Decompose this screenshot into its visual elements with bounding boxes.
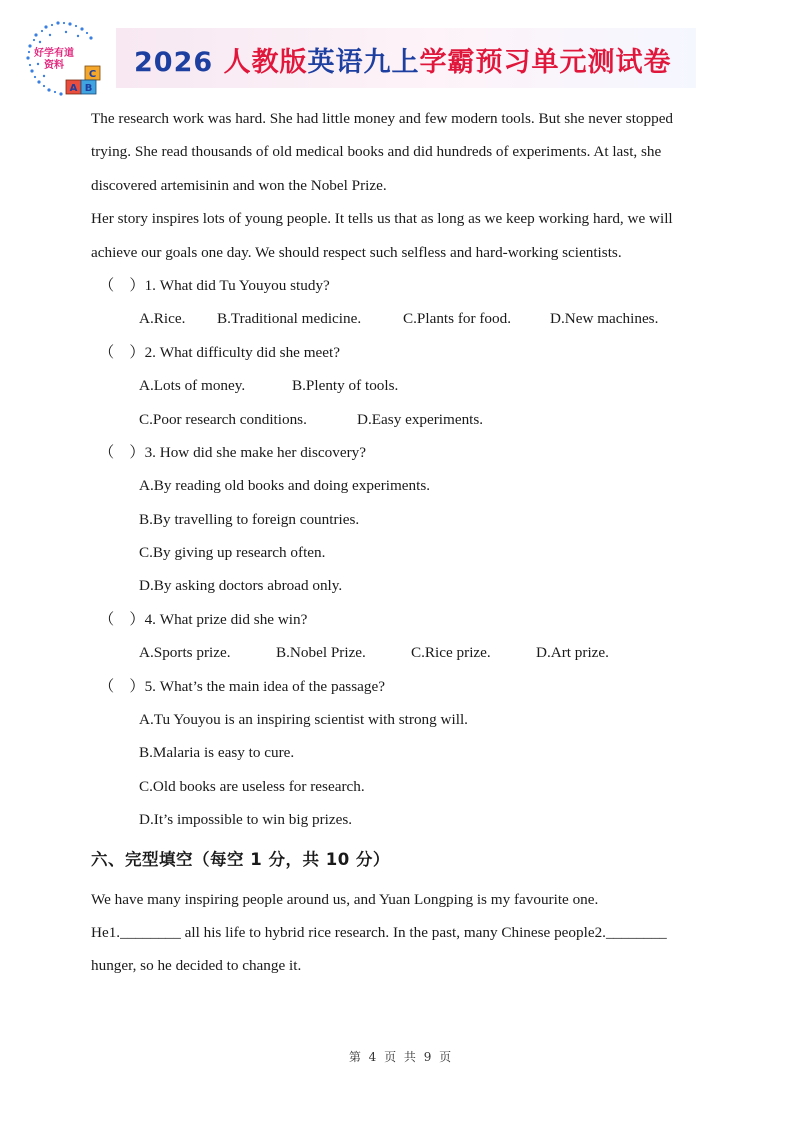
question-1-stem: （ ）1. What did Tu Youyou study? [99, 276, 330, 294]
cloze-line: He1.________ all his life to hybrid rice research. In the past, many Chinese people2.________ [91, 923, 667, 941]
passage-line: Her story inspires lots of young people. It tells us that as long as we keep working hard, we will [91, 210, 673, 228]
question-5-option-d: D.It’s impossible to win big prizes. [139, 811, 353, 829]
cloze-line: hunger, so he decided to change it. [91, 957, 302, 975]
page-title [134, 40, 672, 79]
option-b: B.Nobel Prize. [276, 644, 366, 662]
logo-block-c: C [88, 69, 97, 80]
logo [20, 18, 110, 100]
option-b: B.Traditional medicine. [217, 310, 362, 328]
question-3-option-d: D.By asking doctors abroad only. [139, 577, 343, 595]
question-3-option-b: B.By travelling to foreign countries. [139, 510, 360, 528]
option-c: C.Plants for food. [403, 310, 511, 328]
option-a: A.Rice. [139, 310, 186, 328]
question-5-stem: （ ）5. What’s the main idea of the passage? [99, 677, 385, 695]
title-year: 2026 [134, 47, 224, 78]
option-b: B.Plenty of tools. [292, 377, 399, 395]
option-d: D.Art prize. [536, 644, 609, 662]
option-c: C.Rice prize. [411, 644, 491, 662]
question-3-option-c: C.By giving up research often. [139, 544, 326, 562]
question-4-stem: （ ）4. What prize did she win? [99, 610, 308, 628]
option-d: D.Easy experiments. [357, 410, 484, 428]
passage-line: discovered artemisinin and won the Nobel Prize. [91, 176, 387, 194]
option-d: D.New machines. [550, 310, 659, 328]
question-2-options-row1 [91, 369, 731, 402]
title-subject: 英语九上 [307, 47, 420, 78]
logo-text-line1: 好学有道 [34, 48, 74, 59]
question-2-stem: （ ）2. What difficulty did she meet? [99, 343, 340, 361]
question-4-options [91, 636, 731, 669]
page-content [91, 102, 731, 983]
question-3-stem: （ ）3. How did she make her discovery? [99, 443, 366, 461]
question-3-option-a: A.By reading old books and doing experiments. [139, 477, 431, 495]
title-edition: 人教版 [223, 47, 308, 78]
passage-line: achieve our goals one day. We should respect such selfless and hard-working scientists. [91, 243, 622, 261]
title-banner [116, 28, 696, 88]
section-6-title: 六、完型填空（每空 1 分，共 10 分） [91, 849, 390, 869]
title-test-name: 学霸预习单元测试卷 [419, 47, 672, 78]
cloze-line: We have many inspiring people around us, and Yuan Longping is my favourite one. [91, 890, 599, 908]
question-2-options-row2 [91, 403, 731, 436]
logo-block-a: A [69, 83, 78, 94]
option-a: A.Lots of money. [139, 377, 246, 395]
page-header [20, 18, 700, 100]
logo-text [32, 48, 76, 72]
question-5-option-c: C.Old books are useless for research. [139, 777, 365, 795]
logo-text-line2: 资料 [44, 60, 64, 71]
question-1-options [91, 302, 731, 335]
passage-line: trying. She read thousands of old medical books and did hundreds of experiments. At last, she [91, 143, 662, 161]
question-5-option-b: B.Malaria is easy to cure. [139, 744, 295, 762]
question-5-option-a: A.Tu Youyou is an inspiring scientist with strong will. [139, 711, 468, 729]
option-c: C.Poor research conditions. [139, 410, 307, 428]
option-a: A.Sports prize. [139, 644, 231, 662]
passage-line: The research work was hard. She had little money and few modern tools. But she never stopped [91, 110, 674, 127]
logo-block-b: B [84, 83, 93, 94]
page-number: 第 4 页 共 9 页 [348, 1050, 452, 1064]
